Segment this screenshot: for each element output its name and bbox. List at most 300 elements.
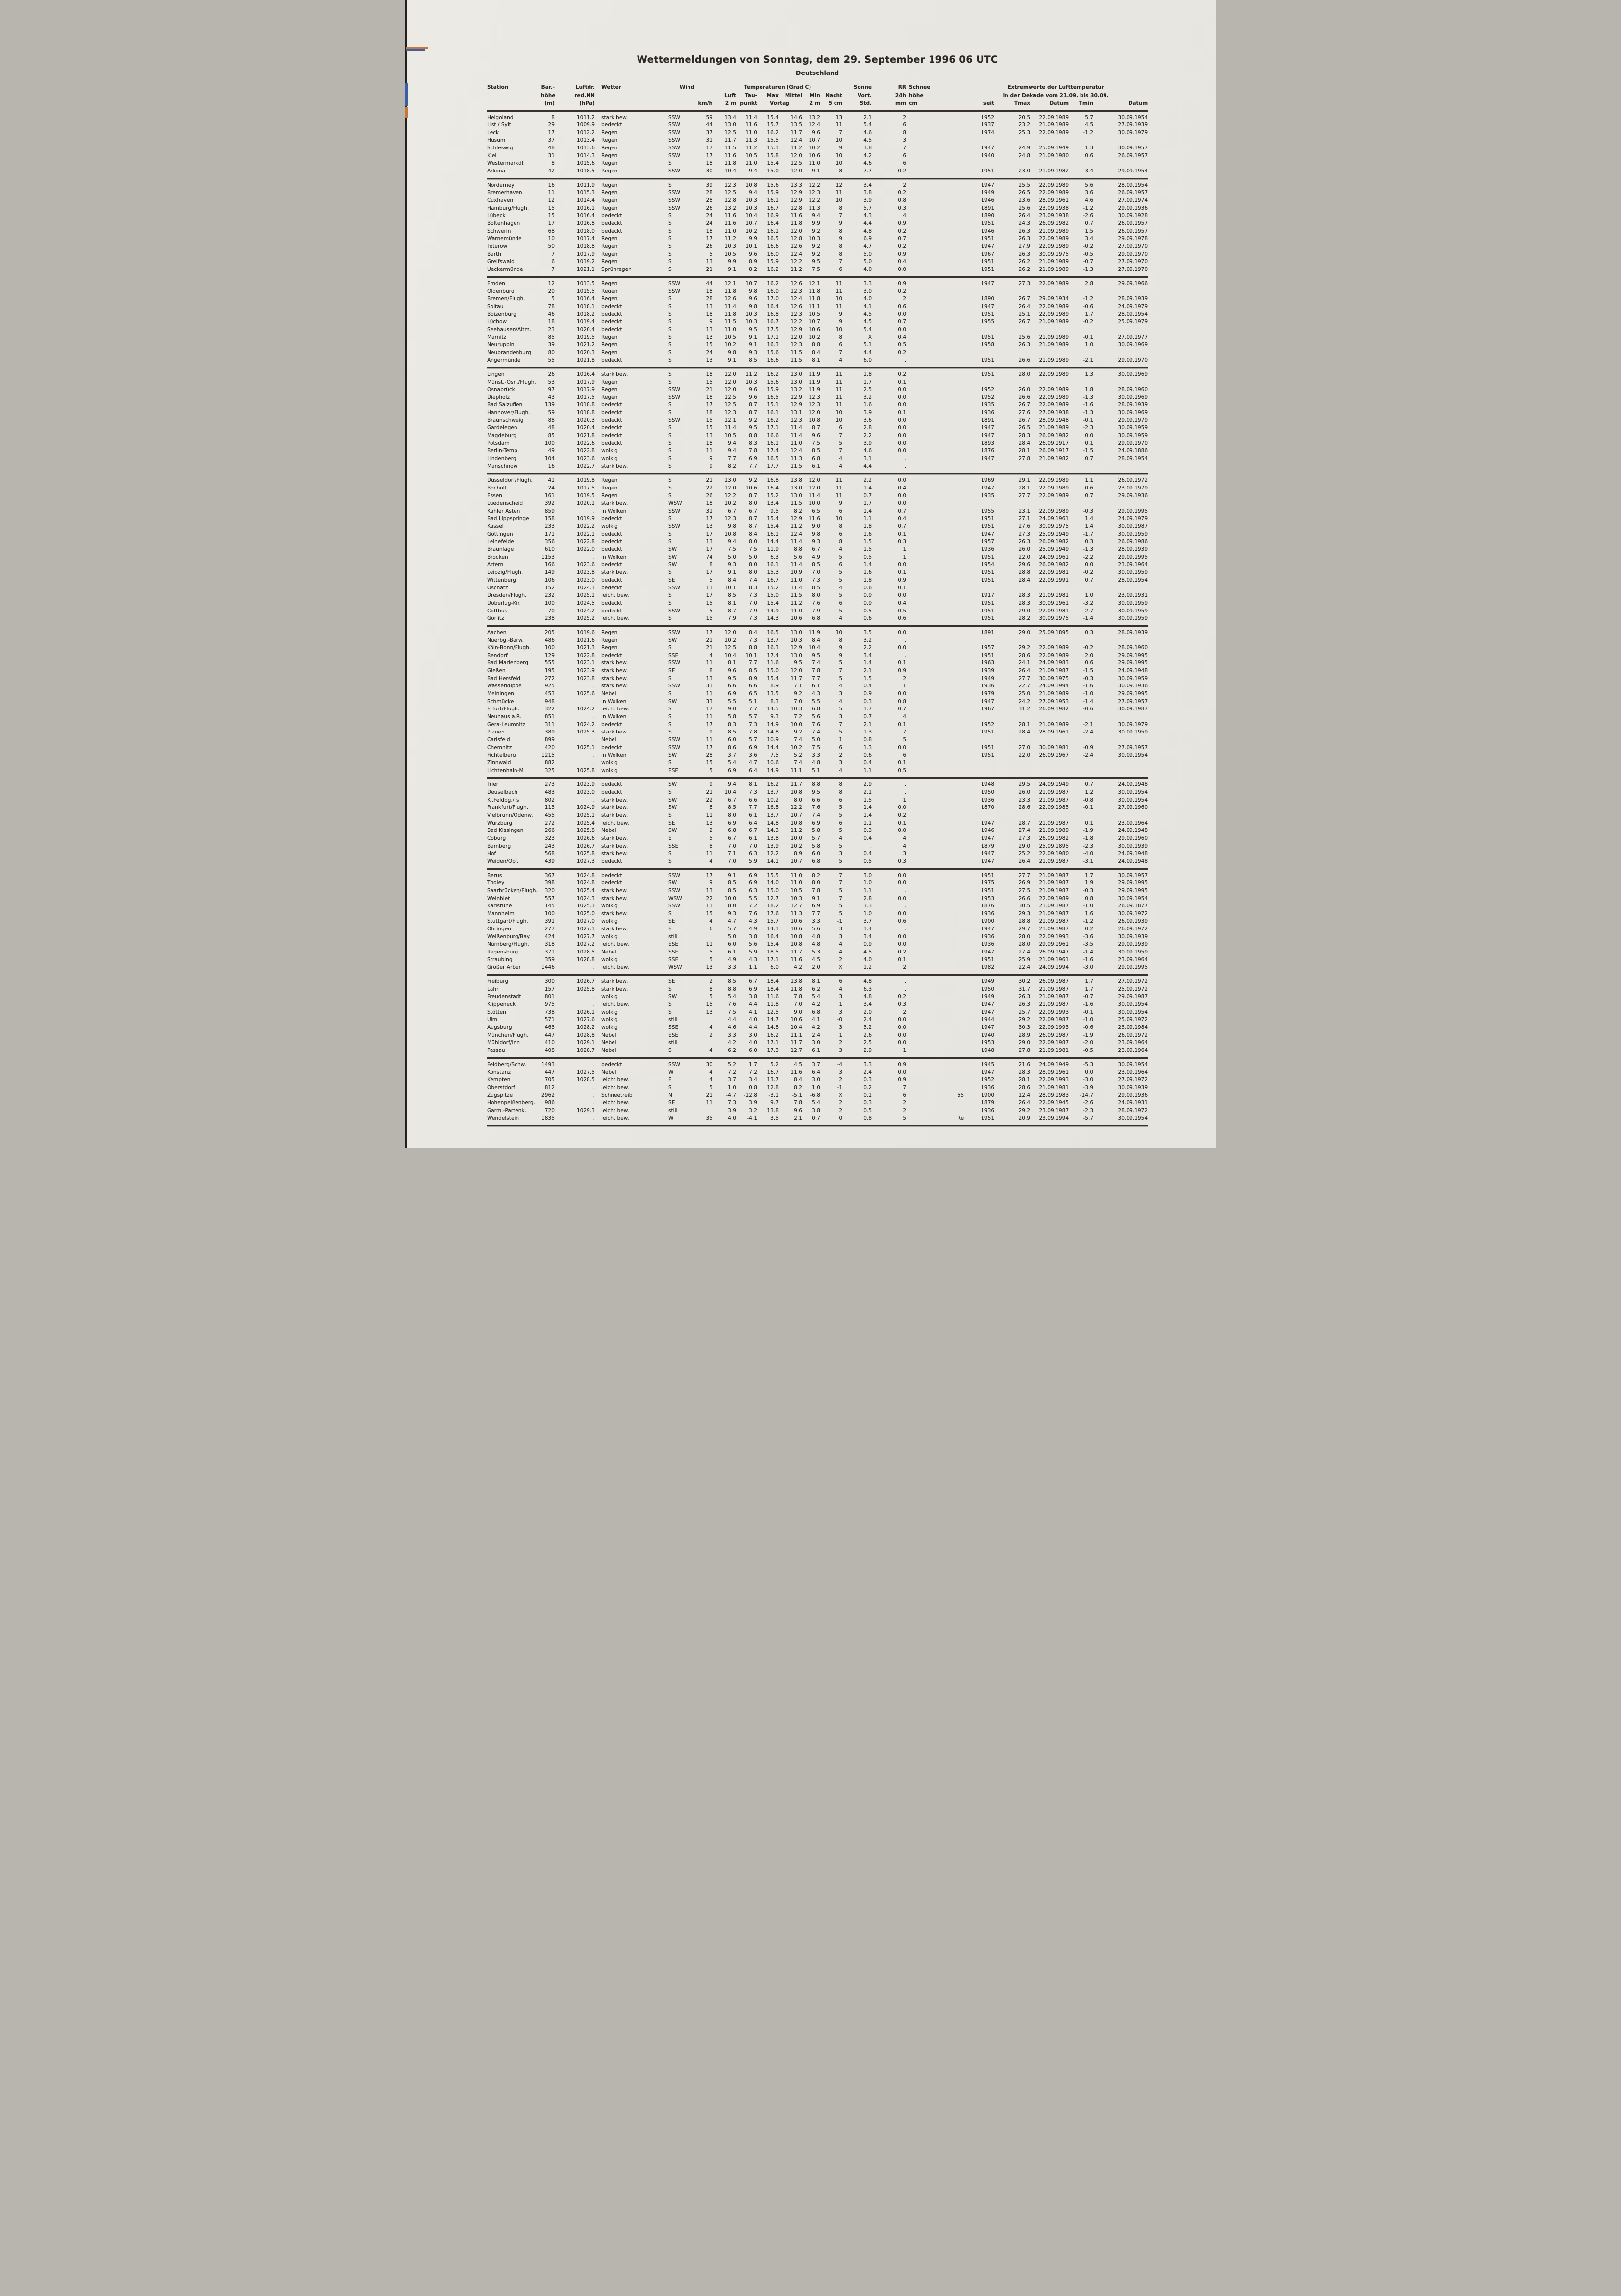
snow-depth	[906, 926, 964, 933]
tmax-date: 22.09.1985	[1039, 805, 1069, 811]
table-row	[487, 637, 1148, 645]
tmin-dekade: -0.7	[1083, 994, 1094, 1000]
wind-direction: S	[668, 213, 672, 219]
weather: Regen	[601, 645, 618, 651]
records-since: 1958	[981, 342, 995, 348]
temp-dewpoint: 7.3	[749, 789, 758, 795]
wind-speed: 37	[706, 129, 713, 136]
station-name: List / Sylt	[487, 122, 511, 128]
station-altitude: 50	[548, 244, 555, 249]
table-row	[487, 926, 1148, 933]
station-altitude: 243	[544, 843, 555, 849]
station-altitude: 48	[548, 145, 555, 151]
temp-air-2m: 12.3	[724, 182, 737, 188]
table-row	[487, 1092, 1148, 1099]
table-row	[487, 228, 1148, 236]
temp-min-2m: 6.1	[812, 463, 821, 469]
temp-min-2m: 8.4	[812, 637, 821, 643]
wind-direction: SW	[668, 880, 677, 886]
pressure-red-nn: 1014.4	[576, 197, 595, 204]
temp-air-2m: 11.8	[724, 160, 737, 167]
tmax-dekade: 31.2	[1018, 706, 1031, 712]
tmax-dekade: 29.0	[1018, 843, 1031, 849]
precip-24h: 0.0	[898, 402, 907, 408]
table-row	[487, 933, 1148, 941]
header-rule-cell	[487, 108, 1148, 114]
sun-hours-vortag: 3.2	[863, 637, 872, 643]
station-altitude: 10	[548, 236, 555, 242]
tmax-dekade: 26.3	[1018, 236, 1031, 242]
snow-depth	[906, 477, 964, 485]
precip-24h: 0.6	[898, 615, 907, 622]
temp-max-vortag: 12.2	[767, 851, 779, 857]
temp-min-2m: 8.4	[812, 349, 821, 356]
temp-mean: 11.2	[790, 600, 803, 606]
sun-hours-vortag: 1.4	[863, 926, 872, 932]
temp-max-vortag: 15.9	[767, 259, 779, 265]
precip-24h: 0.0	[898, 311, 907, 318]
table-row	[487, 168, 1148, 175]
temp-min-2m: 10.8	[809, 417, 821, 423]
wind-direction: S	[668, 1047, 672, 1053]
weather: Regen	[601, 168, 618, 174]
station-name: Bamberg	[487, 843, 511, 849]
temp-air-2m: 8.1	[728, 660, 737, 666]
records-since: 1917	[981, 592, 995, 599]
tmax-date: 22.09.1989	[1039, 190, 1069, 196]
col-header-temp-5: Nacht	[825, 92, 843, 98]
records-since	[964, 326, 994, 334]
table-row	[487, 1039, 1148, 1047]
wind-direction: SSW	[668, 629, 680, 635]
wind-direction: S	[668, 858, 672, 864]
tmin-dekade: 3.4	[1085, 168, 1094, 174]
tmax-dekade: 26.7	[1018, 295, 1031, 302]
table-row	[487, 577, 1148, 585]
group-separator-cell	[487, 470, 1148, 477]
table-row	[487, 137, 1148, 145]
precip-24h: 0.0	[898, 933, 907, 940]
tmin-date	[1093, 349, 1148, 357]
temp-dewpoint: 11.6	[745, 122, 758, 128]
temp-min-2m: 10.7	[809, 318, 821, 325]
table-row	[487, 303, 1148, 311]
temp-mean: 12.0	[790, 668, 803, 674]
sun-hours-vortag: 1.4	[863, 485, 872, 491]
temp-max-vortag: 17.0	[767, 295, 779, 302]
weather: bedeckt	[601, 228, 622, 234]
temp-night-5cm: 5	[839, 569, 843, 576]
tmin-dekade: -1.6	[1083, 402, 1094, 408]
station-altitude: 720	[544, 1107, 555, 1114]
temp-night-5cm: 4	[839, 357, 843, 364]
snow-depth	[906, 872, 964, 880]
station-name: Lübeck	[487, 213, 506, 219]
tmax-dekade: 23.2	[1018, 122, 1031, 128]
tmin-dekade: -0.5	[1083, 251, 1094, 257]
wind-speed: 28	[706, 190, 713, 196]
temp-min-2m: 9.2	[812, 228, 821, 234]
weather: leicht bew.	[601, 706, 629, 712]
temp-night-5cm: 5	[839, 729, 843, 735]
records-since: 1893	[981, 440, 995, 446]
weather: wolkig	[601, 456, 618, 462]
temp-mean: 8.4	[794, 1076, 803, 1083]
temp-air-2m: 12.1	[724, 280, 737, 287]
records-since: 1948	[981, 782, 995, 788]
tmin-date: 30.09.1979	[1118, 129, 1148, 136]
wind-direction: SE	[668, 577, 675, 583]
table-row	[487, 1107, 1148, 1115]
pressure-red-nn: 1019.2	[576, 259, 595, 265]
precip-24h: 0.2	[898, 244, 907, 249]
table-row	[487, 978, 1148, 986]
weather: stark bew.	[601, 843, 628, 849]
wind-direction: S	[668, 531, 672, 537]
table-header	[487, 83, 1148, 114]
wind-direction: SSW	[668, 197, 680, 204]
records-since: 1953	[981, 895, 995, 902]
station-name: Seehausen/Altm.	[487, 326, 532, 333]
weather: bedeckt	[601, 303, 622, 310]
temp-air-2m: -4.7	[726, 1092, 737, 1099]
tmax-date: 21.09.1987	[1039, 668, 1069, 674]
wind-speed: 22	[706, 485, 713, 491]
station-name: Braunlage	[487, 546, 514, 553]
tmax-date	[1030, 326, 1069, 334]
temp-air-2m: 12.6	[724, 295, 737, 302]
tmin-dekade: 0.6	[1085, 660, 1094, 666]
precip-24h: 0.2	[898, 371, 907, 377]
temp-mean: 5.2	[794, 752, 803, 758]
records-since: 1951	[981, 615, 995, 622]
temp-dewpoint: 5.6	[749, 941, 758, 948]
precip-24h: 0.9	[898, 1076, 907, 1083]
table-row	[487, 1084, 1148, 1092]
temp-air-2m: 10.4	[724, 652, 737, 659]
tmax-date: 26.09.1982	[1039, 706, 1069, 712]
precip-24h: .	[904, 903, 907, 909]
temp-dewpoint: 6.1	[749, 812, 758, 818]
tmin-dekade	[1069, 713, 1093, 721]
station-altitude: 195	[544, 668, 555, 674]
snow-depth	[906, 644, 964, 652]
snow-depth	[906, 1047, 964, 1055]
temp-mean: 4.5	[794, 1061, 803, 1068]
tmin-date: 30.09.1939	[1118, 843, 1148, 849]
tmin-dekade: 1.8	[1085, 387, 1094, 393]
temp-night-5cm: 5	[839, 675, 843, 682]
temp-air-2m: 6.9	[728, 691, 737, 697]
sun-hours-vortag: 1.8	[863, 371, 872, 377]
tmax-date	[1030, 767, 1069, 775]
wind-direction: SSW	[668, 145, 680, 151]
temp-max-vortag: 13.7	[767, 812, 779, 818]
station-altitude: 986	[544, 1099, 555, 1106]
wind-speed: 28	[706, 197, 713, 204]
temp-max-vortag: 14.1	[767, 926, 779, 932]
temp-max-vortag: 12.7	[767, 895, 779, 902]
wind-speed: 5	[709, 949, 713, 955]
tmin-date: 26.09.1957	[1118, 152, 1148, 159]
station-name: Görlitz	[487, 615, 504, 622]
precip-24h: 0.0	[898, 880, 907, 886]
temp-mean: 10.6	[790, 1017, 803, 1023]
temp-max-vortag: 5.2	[770, 1061, 779, 1068]
temp-mean: 7.4	[794, 760, 803, 766]
group-separator-rule	[487, 470, 1148, 477]
precip-24h: 2	[903, 1009, 907, 1015]
sun-hours-vortag: 3.7	[863, 918, 872, 925]
pressure-red-nn: .	[593, 698, 595, 705]
wind-speed: 4	[709, 1025, 713, 1030]
precip-24h: 0.0	[898, 629, 907, 635]
weather: bedeckt	[601, 326, 622, 333]
pressure-red-nn: 1022.1	[576, 531, 595, 537]
records-since: 1900	[981, 1092, 995, 1099]
pressure-red-nn: 1013.5	[576, 280, 595, 287]
precip-24h: 0.7	[898, 523, 907, 530]
pressure-red-nn: 1016.8	[576, 220, 595, 227]
temp-min-2m: 10.6	[809, 152, 821, 159]
table-row	[487, 235, 1148, 243]
temp-air-2m: 4.6	[728, 1025, 737, 1030]
sun-hours-vortag: 5.4	[863, 122, 872, 128]
temp-night-5cm: 3	[839, 1069, 843, 1075]
wind-direction: S	[668, 182, 672, 188]
temp-dewpoint: 11.3	[745, 137, 758, 144]
weather: wolkig	[601, 1009, 618, 1015]
table-row	[487, 379, 1148, 387]
records-since: 1951	[981, 872, 995, 879]
temp-min-2m: 8.8	[812, 342, 821, 348]
station-altitude: 37	[548, 137, 555, 144]
sun-hours-vortag: 0.4	[863, 760, 872, 766]
station-name: Lingen	[487, 371, 505, 377]
precip-24h: 0.2	[898, 190, 907, 196]
records-since	[964, 349, 994, 357]
tmin-date: 27.09.1970	[1118, 259, 1148, 265]
pressure-red-nn: 1013.4	[576, 137, 595, 144]
tmax-dekade: 26.6	[1018, 357, 1031, 364]
temp-night-5cm: 6	[839, 744, 843, 751]
tmin-date	[1093, 759, 1148, 767]
weather: Regen	[601, 349, 618, 356]
pressure-red-nn: 1024.9	[576, 805, 595, 811]
precip-24h: 0.0	[898, 828, 907, 834]
precip-24h: .	[904, 926, 907, 932]
temp-night-5cm: 11	[835, 122, 843, 128]
wind-direction: S	[668, 645, 672, 651]
pressure-red-nn: 1019.5	[576, 334, 595, 341]
station-name: Hohenpeißenberg.	[487, 1099, 535, 1106]
snow-depth	[906, 145, 964, 152]
temp-mean: 13.0	[790, 379, 803, 385]
station-name: Lüchow	[487, 318, 507, 325]
tmin-date: 27.09.1970	[1118, 244, 1148, 249]
records-since: 1951	[981, 956, 995, 963]
wind-speed: 8	[709, 986, 713, 992]
tmax-date: 23.09.1938	[1039, 205, 1069, 211]
sun-hours-vortag: 0.5	[863, 858, 872, 864]
tmin-dekade: -0.1	[1083, 805, 1094, 811]
precip-24h: 0.1	[898, 956, 907, 963]
sun-hours-vortag: X	[868, 334, 872, 341]
wind-speed	[682, 1016, 712, 1024]
temp-max-vortag: 16.7	[767, 1069, 779, 1075]
station-altitude: 851	[544, 714, 555, 720]
temp-night-5cm: 5	[839, 706, 843, 712]
tmin-date: 30.09.1939	[1118, 933, 1148, 940]
records-since: 1947	[981, 949, 995, 955]
temp-dewpoint: 8.0	[749, 538, 758, 545]
pressure-red-nn: 1025.1	[576, 744, 595, 751]
tmax-date: 22.09.1989	[1039, 236, 1069, 242]
tmin-dekade: -1.9	[1083, 828, 1094, 834]
wind-direction: SSW	[668, 280, 680, 287]
tmax-dekade	[994, 585, 1030, 592]
precip-24h: 0.0	[898, 492, 907, 499]
temp-air-2m: 8.1	[728, 600, 737, 606]
temp-min-2m: 11.9	[809, 629, 821, 635]
tmin-date: 30.09.1954	[1118, 1115, 1148, 1122]
table-row	[487, 675, 1148, 683]
tmax-date: 21.09.1989	[1039, 342, 1069, 348]
precip-24h: 6	[903, 152, 907, 159]
tmin-date: 24.09.1948	[1118, 668, 1148, 674]
snow-depth	[906, 706, 964, 713]
records-since: 1891	[981, 205, 995, 211]
records-since	[964, 463, 994, 471]
temp-min-2m: 5.6	[812, 926, 821, 932]
temp-max-vortag: 16.0	[767, 288, 779, 294]
tmin-dekade: 0.1	[1085, 820, 1094, 826]
temp-min-2m: 9.5	[812, 652, 821, 659]
tmax-date: 21.09.1987	[1039, 918, 1069, 925]
temp-max-vortag: 11.6	[767, 994, 779, 1000]
snow-depth	[906, 903, 964, 910]
temp-max-vortag: 16.1	[767, 562, 779, 568]
station-altitude: 439	[544, 858, 555, 864]
sun-hours-vortag: .	[870, 843, 872, 849]
snow-depth	[906, 629, 964, 637]
tmin-dekade: -1.8	[1083, 835, 1094, 841]
temp-min-2m: 7.9	[812, 608, 821, 614]
temp-min-2m: 5.8	[812, 828, 821, 834]
wind-speed: 11	[706, 812, 713, 818]
tmin-date: 30.09.1969	[1118, 410, 1148, 416]
tmax-date: 29.09.1934	[1039, 295, 1069, 302]
tmin-dekade: 1.0	[1085, 342, 1094, 348]
precip-24h: 0.4	[898, 515, 907, 522]
tmin-date: 29.09.1970	[1118, 357, 1148, 364]
snow-depth	[906, 386, 964, 394]
tmax-date: 24.09.1994	[1039, 683, 1069, 689]
table-row	[487, 713, 1148, 721]
temp-night-5cm: 2	[839, 1040, 843, 1046]
tmax-dekade: 27.3	[1018, 835, 1031, 841]
temp-min-2m: 11.9	[809, 379, 821, 385]
weather: stark bew.	[601, 660, 628, 666]
tmax-dekade	[994, 736, 1030, 744]
precip-24h: 0.3	[898, 538, 907, 545]
tmin-date: 28.09.1954	[1118, 577, 1148, 583]
temp-min-2m: 7.4	[812, 660, 821, 666]
snow-depth: Re	[957, 1115, 964, 1122]
snow-depth	[906, 858, 964, 866]
weather: leicht bew.	[601, 1084, 629, 1091]
weather: wolkig	[601, 767, 618, 774]
tmax-dekade: 26.4	[1018, 1099, 1031, 1106]
col-header-sonne: Sonne	[853, 84, 872, 90]
snow-depth	[906, 918, 964, 926]
wind-speed: 17	[706, 402, 713, 408]
tmax-dekade: 28.3	[1018, 592, 1031, 599]
tmax-dekade: 26.4	[1018, 858, 1031, 864]
temp-max-vortag: 15.4	[767, 941, 779, 948]
wind-direction: S	[668, 615, 672, 622]
wind-speed: 9	[709, 456, 713, 462]
tmin-dekade: 1.4	[1085, 515, 1094, 522]
col-header-temp-1: Tau-	[745, 92, 758, 98]
sun-hours-vortag: 1.3	[863, 729, 872, 735]
snow-depth	[906, 978, 964, 986]
wind-direction: S	[668, 379, 672, 385]
temp-night-5cm: 9	[839, 500, 843, 507]
tmin-date: 30.09.1954	[1118, 114, 1148, 121]
pressure-red-nn: 1020.1	[576, 500, 595, 507]
tmax-dekade: 26.6	[1018, 895, 1031, 902]
snow-depth	[906, 129, 964, 137]
wind-direction: ESE	[668, 767, 679, 774]
records-since: 1947	[981, 433, 995, 439]
wind-speed: 4	[709, 1047, 713, 1053]
records-since: 1951	[981, 554, 995, 560]
tmax-date: 22.09.1989	[1039, 402, 1069, 408]
wind-direction: S	[668, 706, 672, 712]
precip-24h: 6	[903, 1092, 907, 1099]
station-name: Tholey	[487, 880, 505, 886]
weather: bedeckt	[601, 402, 622, 408]
precip-24h: .	[904, 978, 907, 985]
snow-depth	[906, 205, 964, 213]
tmax-date: 28.09.1961	[1039, 197, 1069, 204]
temp-min-2m: 7.4	[812, 729, 821, 735]
table-row	[487, 531, 1148, 538]
wind-speed: 13	[706, 433, 713, 439]
tmin-date: 30.09.1959	[1118, 531, 1148, 537]
temp-min-2m: 11.6	[809, 515, 821, 522]
table-row	[487, 736, 1148, 744]
sun-hours-vortag: 1.8	[863, 523, 872, 530]
table-row	[487, 455, 1148, 463]
tmin-date: 27.09.1977	[1118, 334, 1148, 341]
records-since: 1947	[981, 1025, 995, 1030]
temp-air-2m: 11.8	[724, 288, 737, 294]
weather: Regen	[601, 160, 618, 167]
tmin-dekade: -2.1	[1083, 721, 1094, 728]
temp-night-5cm: 11	[835, 190, 843, 196]
temp-min-2m: 12.1	[809, 280, 821, 287]
wind-speed: 18	[706, 311, 713, 318]
tmin-date: 30.09.1972	[1118, 910, 1148, 917]
precip-24h: 4	[903, 835, 907, 841]
table-row	[487, 993, 1148, 1001]
wind-direction: S	[668, 812, 672, 818]
weather: Regen	[601, 288, 618, 294]
pressure-red-nn: 1021.8	[576, 357, 595, 364]
tmax-dekade: 27.0	[1018, 744, 1031, 751]
